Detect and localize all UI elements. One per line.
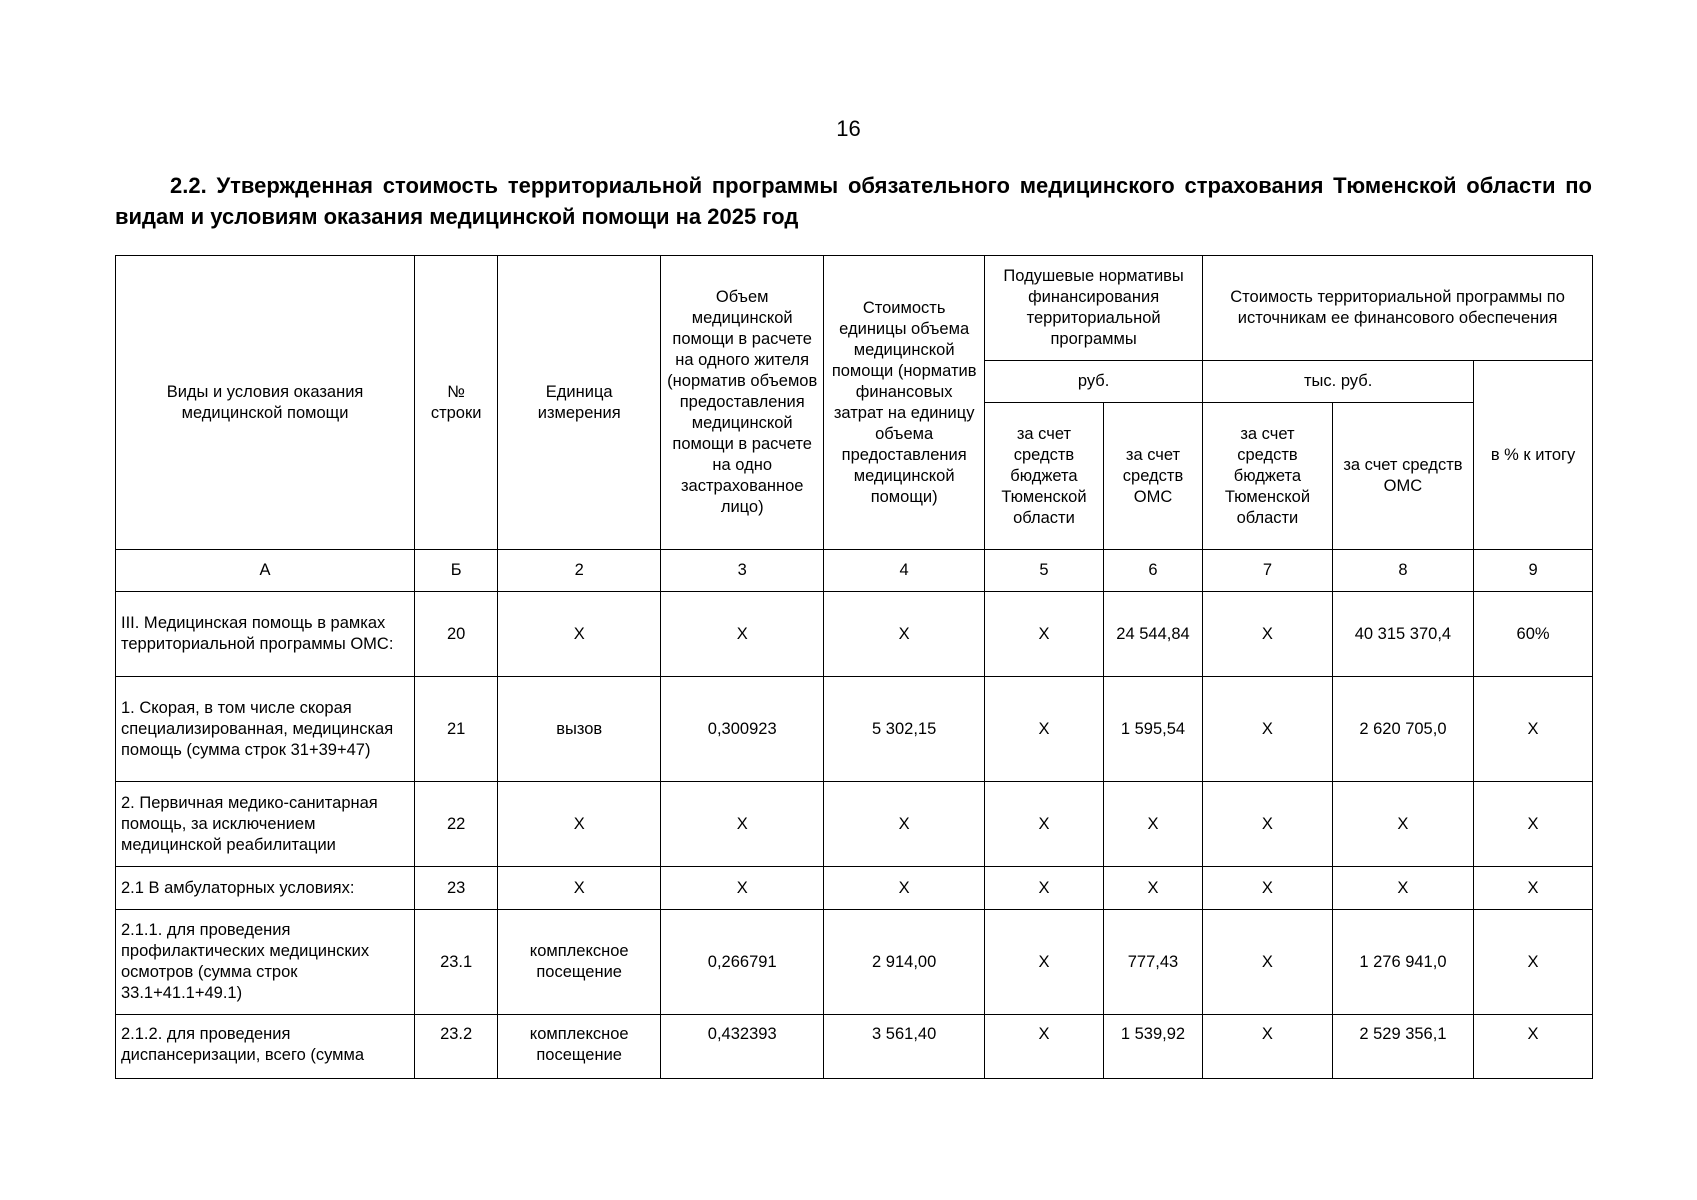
cell-cost-oms: Х — [1332, 867, 1473, 910]
cell-unit: вызов — [498, 677, 661, 782]
cell-name: 2.1.1. для проведения профилактических медицинских осмотров (сумма строк 33.1+41.1+49.1) — [116, 910, 415, 1015]
cell-volume: Х — [661, 782, 824, 867]
table-row — [116, 592, 1593, 677]
cell-unit-cost: 3 561,40 — [824, 1015, 985, 1079]
index-cell: 2 — [498, 550, 661, 592]
cell-cost-oms: 1 276 941,0 — [1332, 910, 1473, 1015]
table-row — [116, 677, 1593, 782]
cell-volume: 0,300923 — [661, 677, 824, 782]
cell-unit-cost: 5 302,15 — [824, 677, 985, 782]
cell-pc-budget: Х — [985, 677, 1104, 782]
cell-num: 22 — [415, 782, 498, 867]
header-cost-group: Стоимость территориальной программы по источникам ее финансового обеспечения — [1203, 256, 1593, 361]
cell-cost-budget: Х — [1203, 782, 1333, 867]
cell-unit: Х — [498, 592, 661, 677]
cell-pc-oms: 24 544,84 — [1103, 592, 1202, 677]
cell-percent: Х — [1474, 867, 1593, 910]
cell-name: 2.1.2. для проведения диспансеризации, всего (сумма — [116, 1015, 415, 1079]
cell-pc-budget: Х — [985, 1015, 1104, 1079]
index-cell: 3 — [661, 550, 824, 592]
cell-cost-oms: 40 315 370,4 — [1332, 592, 1473, 677]
cell-cost-oms: Х — [1332, 782, 1473, 867]
index-cell: 5 — [985, 550, 1104, 592]
header-unit-thousand-rub: тыс. руб. — [1203, 361, 1474, 403]
cell-volume: 0,266791 — [661, 910, 824, 1015]
header-unit-cost: Стоимость единицы объема медицинской помощи (норматив финансовых затрат на единицу объема предоставления медицинской помощи) — [824, 256, 985, 550]
cell-volume: 0,432393 — [661, 1015, 824, 1079]
cell-pc-oms: Х — [1103, 867, 1202, 910]
cell-percent: Х — [1474, 677, 1593, 782]
cell-num: 21 — [415, 677, 498, 782]
cell-unit: комплексное посещение — [498, 910, 661, 1015]
table-row — [116, 1015, 1593, 1079]
cell-pc-oms: 1 595,54 — [1103, 677, 1202, 782]
header-unit-rub: руб. — [985, 361, 1203, 403]
cell-name: 1. Скорая, в том числе скорая специализированная, медицинская помощь (сумма строк 31+39+47) — [116, 677, 415, 782]
cell-cost-budget: Х — [1203, 1015, 1333, 1079]
cell-pc-budget: Х — [985, 782, 1104, 867]
header-volume: Объем медицинской помощи в расчете на одного жителя (норматив объемов предоставления медицинской помощи в расчете на одно застрахованное лицо) — [661, 256, 824, 550]
cell-num: 23.1 — [415, 910, 498, 1015]
header-cost-oms: за счет средств ОМС — [1332, 403, 1473, 550]
index-cell: 9 — [1474, 550, 1593, 592]
header-row-number: № строки — [415, 256, 498, 550]
cell-cost-oms: 2 620 705,0 — [1332, 677, 1473, 782]
cost-table — [115, 255, 1593, 1079]
cell-num: 23.2 — [415, 1015, 498, 1079]
index-cell: 8 — [1332, 550, 1473, 592]
cell-num: 23 — [415, 867, 498, 910]
cell-volume: Х — [661, 867, 824, 910]
header-percent: в % к итогу — [1474, 361, 1593, 550]
cell-pc-oms: Х — [1103, 782, 1202, 867]
cell-unit-cost: Х — [824, 867, 985, 910]
cell-percent: Х — [1474, 1015, 1593, 1079]
header-row-1 — [116, 256, 1593, 361]
header-cost-budget: за счет средств бюджета Тюменской области — [1203, 403, 1333, 550]
cell-unit-cost: Х — [824, 782, 985, 867]
cell-pc-oms: 1 539,92 — [1103, 1015, 1202, 1079]
section-heading: 2.2. Утвержденная стоимость территориальной программы обязательного медицинского страхования Тюменской области по видам и условиям оказания медицинской помощи на 2025 год — [115, 173, 1592, 229]
cell-percent: 60% — [1474, 592, 1593, 677]
table-row — [116, 867, 1593, 910]
cell-cost-budget: Х — [1203, 592, 1333, 677]
header-pc-budget: за счет средств бюджета Тюменской области — [985, 403, 1104, 550]
cell-name: 2. Первичная медико-санитарная помощь, за исключением медицинской реабилитации — [116, 782, 415, 867]
index-cell: 4 — [824, 550, 985, 592]
cell-cost-oms: 2 529 356,1 — [1332, 1015, 1473, 1079]
cell-name: 2.1 В амбулаторных условиях: — [116, 867, 415, 910]
index-cell: 6 — [1103, 550, 1202, 592]
table-row — [116, 910, 1593, 1015]
header-unit: Единица измерения — [498, 256, 661, 550]
index-cell: А — [116, 550, 415, 592]
cell-name: III. Медицинская помощь в рамках территориальной программы ОМС: — [116, 592, 415, 677]
header-pc-oms: за счет средств ОМС — [1103, 403, 1202, 550]
table-row — [116, 782, 1593, 867]
cell-num: 20 — [415, 592, 498, 677]
cell-cost-budget: Х — [1203, 910, 1333, 1015]
cell-pc-budget: Х — [985, 910, 1104, 1015]
cell-unit: комплексное посещение — [498, 1015, 661, 1079]
header-kinds: Виды и условия оказания медицинской помощи — [116, 256, 415, 550]
cell-pc-oms: 777,43 — [1103, 910, 1202, 1015]
cell-cost-budget: Х — [1203, 677, 1333, 782]
cell-unit-cost: Х — [824, 592, 985, 677]
index-cell: 7 — [1203, 550, 1333, 592]
cell-pc-budget: Х — [985, 867, 1104, 910]
index-row — [116, 550, 1593, 592]
cell-volume: Х — [661, 592, 824, 677]
cell-unit: Х — [498, 782, 661, 867]
cell-percent: Х — [1474, 782, 1593, 867]
cell-unit: Х — [498, 867, 661, 910]
cell-pc-budget: Х — [985, 592, 1104, 677]
cell-unit-cost: 2 914,00 — [824, 910, 985, 1015]
header-per-capita-group: Подушевые нормативы финансирования территориальной программы — [985, 256, 1203, 361]
cell-percent: Х — [1474, 910, 1593, 1015]
index-cell: Б — [415, 550, 498, 592]
cell-cost-budget: Х — [1203, 867, 1333, 910]
page-number: 16 — [836, 116, 861, 141]
